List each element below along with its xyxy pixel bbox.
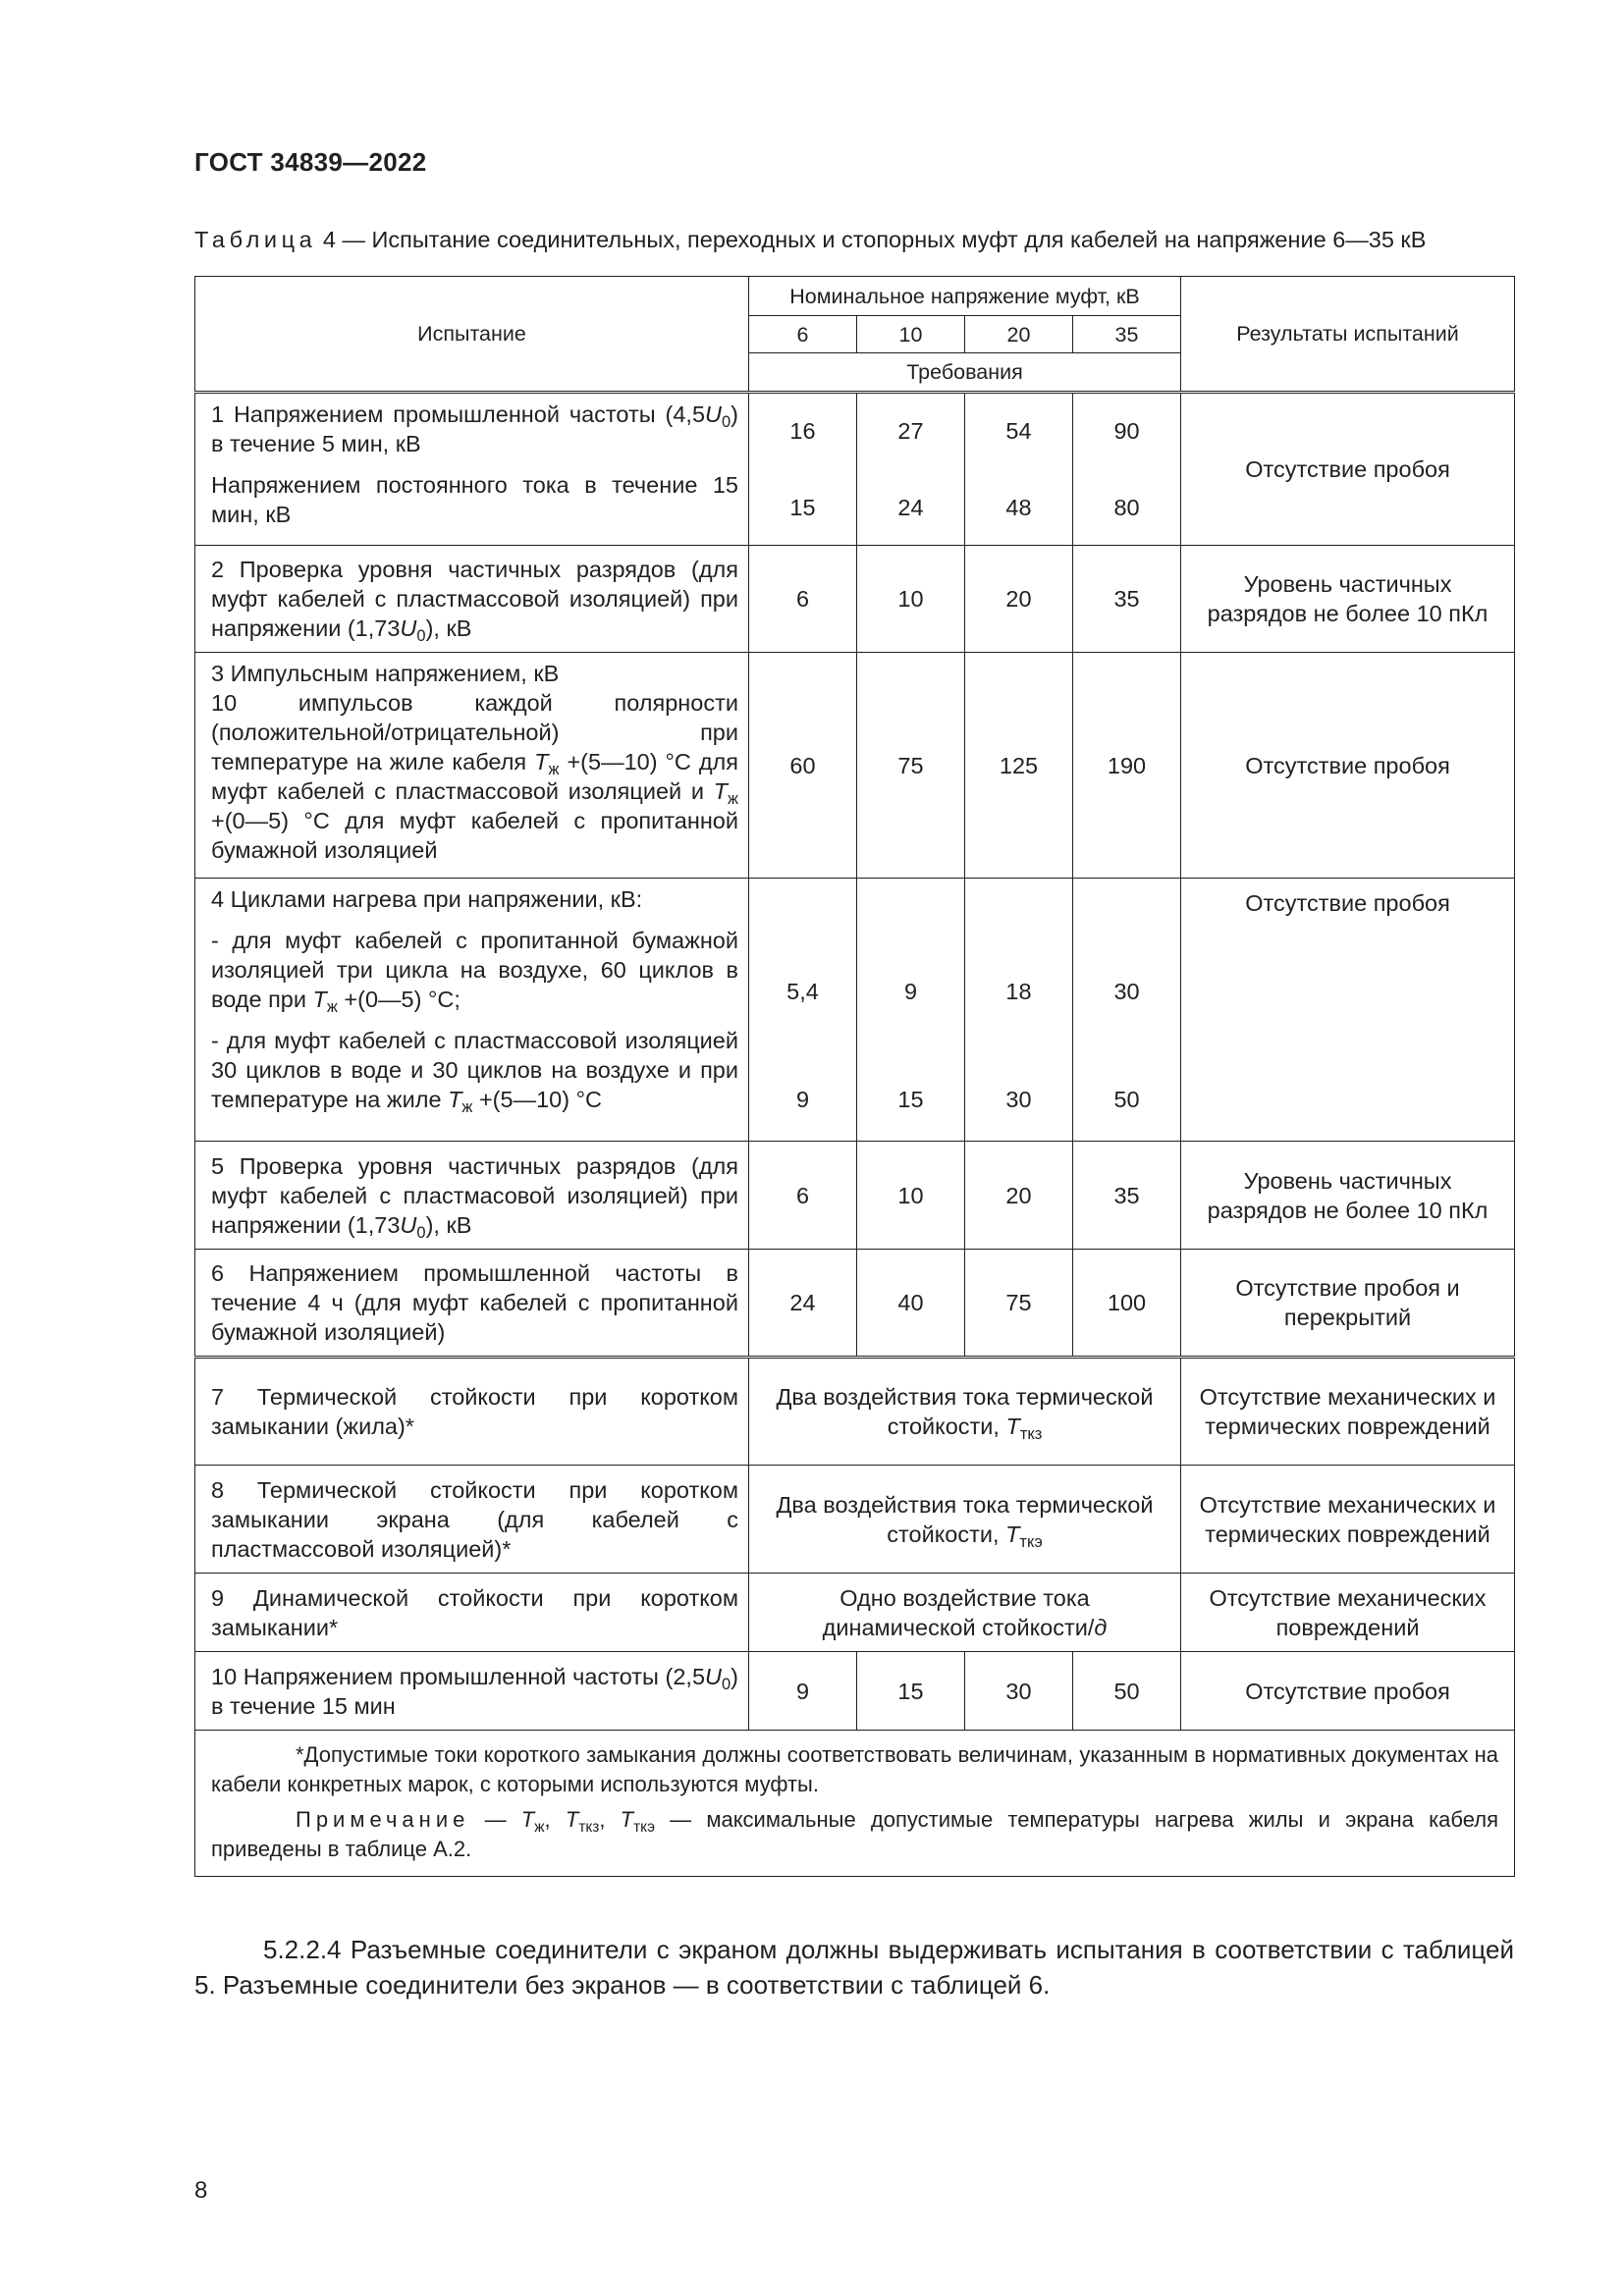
table-row	[195, 1574, 1515, 1652]
test-text: - для муфт кабелей с пластмассовой изоляцией 30 циклов в воде и 30 циклов на воздухе и при температуре на жиле $T_ж$ +(5—10) °С	[211, 1028, 738, 1116]
result-cell: Отсутствие пробоя	[1181, 879, 1515, 1142]
value-cell: 40	[857, 1250, 965, 1358]
value-cell: 35	[1073, 546, 1181, 653]
test-cell	[195, 879, 749, 1142]
result-cell: Отсутствие механических и термических повреждений	[1181, 1358, 1515, 1466]
page-number: 8	[194, 2177, 208, 2204]
test-text-head: 4 Циклами нагрева при напряжении, кВ:	[211, 886, 643, 912]
value-cell: 75	[857, 653, 965, 879]
header-voltage-group: Номинальное напряжение муфт, кВ	[749, 277, 1181, 316]
test-text: 10 импульсов каждой полярности (положительной/отрицательной) при температуре на жиле кабеля $T_ж$ +(5—10) °С для муфт кабелей с пластмассовой изоляцией и $T_ж$ +(0—5) °С для муфт кабелей с пропитанной бумажной изоляцией	[211, 690, 738, 863]
value-cell: 60	[749, 653, 857, 879]
table-row	[195, 653, 1515, 879]
value-cell: 30 50	[1073, 879, 1181, 1142]
result-cell: Уровень частичных разрядов не более 10 пКл	[1181, 546, 1515, 653]
value-cell: 24	[749, 1250, 857, 1358]
table-row	[195, 879, 1515, 1142]
test-text: 2 Проверка уровня частичных разрядов (для муфт кабелей с пластмассовой изоляцией) при напряжении $(1,73U_0)$, кВ	[195, 546, 749, 653]
result-cell: Отсутствие механических и термических повреждений	[1181, 1466, 1515, 1574]
note-label: Примечание	[296, 1807, 470, 1832]
value-cell: 100	[1073, 1250, 1181, 1358]
value-cell: 16 15	[749, 393, 857, 546]
result-cell: Отсутствие пробоя	[1181, 653, 1515, 879]
table-caption	[194, 227, 1426, 253]
value-cell: 18 30	[965, 879, 1073, 1142]
value-cell: 9 15	[857, 879, 965, 1142]
requirement-cell: Два воздействия тока термической стойкости, $T_{ткз}$	[749, 1358, 1181, 1466]
value-cell: 27 24	[857, 393, 965, 546]
value-cell: 90 80	[1073, 393, 1181, 546]
header-voltage: 6	[749, 316, 857, 353]
value-cell: 10	[857, 1142, 965, 1250]
value-cell: 9	[749, 1652, 857, 1731]
header-results: Результаты испытаний	[1181, 277, 1515, 393]
value-cell: 190	[1073, 653, 1181, 879]
test-text: 7 Термической стойкости при коротком замыкании (жила)*	[195, 1358, 749, 1466]
header-voltage: 10	[857, 316, 965, 353]
test-text: 9 Динамической стойкости при коротком замыкании*	[195, 1574, 749, 1652]
note-text	[211, 1805, 1498, 1864]
paragraph-text: 5.2.2.4 Разъемные соединители с экраном должны выдерживать испытания в соответствии с таблицей 5. Разъемные соединители без экранов — в соответствии с таблицей 6.	[194, 1935, 1514, 2000]
value-cell: 15	[857, 1652, 965, 1731]
header-requirements: Требования	[749, 353, 1181, 393]
header-voltage: 35	[1073, 316, 1181, 353]
value-cell: 6	[749, 1142, 857, 1250]
table-footnote-row	[195, 1731, 1515, 1877]
header-test: Испытание	[195, 277, 749, 393]
result-cell: Отсутствие механических повреждений	[1181, 1574, 1515, 1652]
test-cell	[195, 653, 749, 879]
value-cell: 6	[749, 546, 857, 653]
test-table	[194, 276, 1515, 1877]
test-text: 6 Напряжением промышленной частоты в течение 4 ч (для муфт кабелей с пропитанной бумажной изоляцией)	[195, 1250, 749, 1358]
test-text: Напряжением постоянного тока в течение 15 мин, кВ	[211, 472, 738, 527]
value-cell: 20	[965, 546, 1073, 653]
value-cell: 54 48	[965, 393, 1073, 546]
table-caption-text: 4 — Испытание соединительных, переходных и стопорных муфт для кабелей на напряжение 6—35 кВ	[322, 227, 1427, 252]
value-cell: 5,4 9	[749, 879, 857, 1142]
table-row	[195, 1652, 1515, 1731]
result-cell: Отсутствие пробоя	[1181, 1652, 1515, 1731]
table-row	[195, 546, 1515, 653]
table-row	[195, 393, 1515, 546]
table-row	[195, 1358, 1515, 1466]
result-cell: Отсутствие пробоя	[1181, 393, 1515, 546]
test-cell	[195, 393, 749, 546]
body-paragraph	[194, 1932, 1514, 2002]
result-cell: Уровень частичных разрядов не более 10 пКл	[1181, 1142, 1515, 1250]
requirement-cell: Одно воздействие тока динамической стойкости/д	[749, 1574, 1181, 1652]
header-voltage: 20	[965, 316, 1073, 353]
value-cell: 35	[1073, 1142, 1181, 1250]
value-cell: 125	[965, 653, 1073, 879]
value-cell: 50	[1073, 1652, 1181, 1731]
table-footnote	[195, 1731, 1515, 1877]
test-text: 8 Термической стойкости при коротком замыкании экрана (для кабелей с пластмассовой изоляцией)*	[195, 1466, 749, 1574]
value-cell: 75	[965, 1250, 1073, 1358]
test-text: 10 Напряжением промышленной частоты $(2,5U_0)$ в течение 15 мин	[195, 1652, 749, 1731]
test-text: - для муфт кабелей с пропитанной бумажной изоляцией три цикла на воздухе, 60 циклов в воде при $T_ж$ +(0—5) °С;	[211, 928, 738, 1016]
result-cell: Отсутствие пробоя и перекрытий	[1181, 1250, 1515, 1358]
table-caption-prefix: Таблица	[194, 227, 317, 252]
value-cell: 10	[857, 546, 965, 653]
document-header: ГОСТ 34839—2022	[194, 147, 427, 177]
value-cell: 20	[965, 1142, 1073, 1250]
footnote-text: *Допустимые токи короткого замыкания должны соответствовать величинам, указанным в нормативных документах на кабели конкретных марок, с которыми используются муфты.	[211, 1742, 1499, 1796]
requirement-cell: Два воздействия тока термической стойкости, $T_{ткэ}$	[749, 1466, 1181, 1574]
table-row	[195, 1142, 1515, 1250]
test-text: 1 Напряжением промышленной частоты $(4,5U_0)$ в течение 5 мин, кВ	[211, 401, 738, 456]
note-body: — $T_ж$, $T_{ткз}$, $T_{ткэ}$ — максимальные допустимые температуры нагрева жилы и экрана кабеля приведены в таблице А.2.	[211, 1807, 1499, 1861]
table-row	[195, 1250, 1515, 1358]
table-row	[195, 1466, 1515, 1574]
test-text: 5 Проверка уровня частичных разрядов (для муфт кабелей с пластмасовой изоляцией) при напряжении $(1,73U_0)$, кВ	[195, 1142, 749, 1250]
value-cell: 30	[965, 1652, 1073, 1731]
test-text-head: 3 Импульсным напряжением, кВ	[211, 661, 560, 686]
